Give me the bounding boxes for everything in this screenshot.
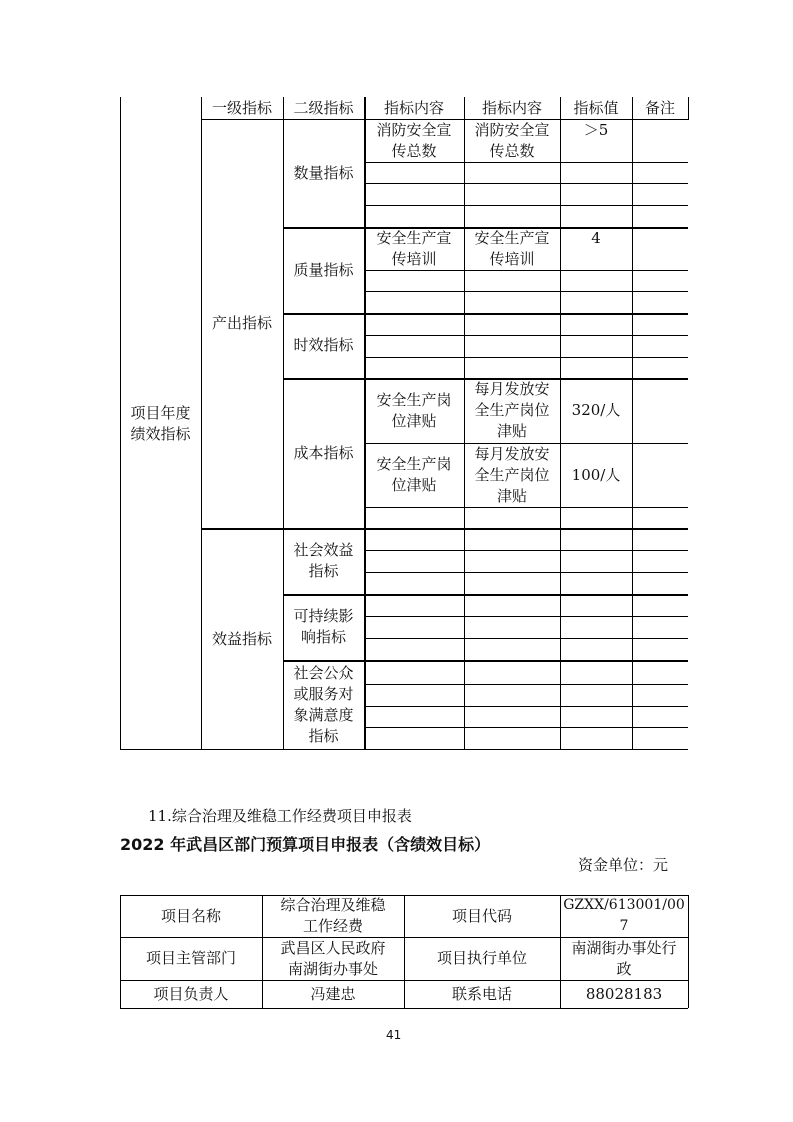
grid-line bbox=[364, 616, 688, 617]
social-benefit-label: 社会效益 指标 bbox=[293, 541, 354, 580]
header-content-a: 指标内容 bbox=[383, 98, 444, 117]
grid-line bbox=[364, 162, 688, 163]
benefit-indicator-label: 效益指标 bbox=[211, 629, 272, 648]
page-number: 41 bbox=[386, 1028, 402, 1042]
grid-line bbox=[688, 895, 689, 1008]
section-title: 11.综合治理及维稳工作经费项目申报表 bbox=[148, 807, 412, 825]
form-title: 2022 年武昌区部门预算项目申报表（含绩效目标） bbox=[120, 835, 491, 854]
quality-value: 4 bbox=[591, 229, 601, 247]
cost-value-2: 100/人 bbox=[571, 465, 621, 484]
grid-line bbox=[364, 638, 688, 639]
project-leader-label: 项目负责人 bbox=[153, 984, 229, 1003]
grid-line bbox=[364, 291, 688, 292]
quality-content-a: 安全生产宣 传培训 bbox=[376, 228, 452, 268]
grid-line bbox=[364, 706, 688, 707]
executing-unit-label: 项目执行单位 bbox=[436, 949, 527, 967]
executing-unit-value: 南湖街办事处行 政 bbox=[571, 938, 677, 978]
grid-line bbox=[364, 270, 688, 271]
supervising-dept-label: 项目主管部门 bbox=[145, 949, 236, 967]
timeliness-indicator-label: 时效指标 bbox=[293, 336, 354, 354]
project-name-label: 项目名称 bbox=[160, 906, 221, 925]
output-indicator-label: 产出指标 bbox=[211, 314, 272, 332]
grid-line bbox=[364, 357, 688, 358]
quality-content-b: 安全生产宣 传培训 bbox=[474, 228, 550, 268]
quantity-indicator-label: 数量指标 bbox=[293, 163, 354, 182]
grid-line bbox=[364, 335, 688, 336]
header-remark: 备注 bbox=[644, 98, 675, 117]
project-leader-value: 冯建忠 bbox=[310, 984, 356, 1003]
supervising-dept-value: 武昌区人民政府 南湖街办事处 bbox=[280, 938, 386, 978]
grid-line bbox=[364, 183, 688, 184]
grid-line bbox=[364, 727, 688, 728]
project-indicator-label: 项目年度 绩效指标 bbox=[130, 403, 191, 443]
project-code-value: GZXX/613001/00 7 bbox=[563, 897, 685, 934]
grid-line bbox=[364, 572, 688, 573]
quality-indicator-label: 质量指标 bbox=[293, 260, 354, 279]
header-value: 指标值 bbox=[573, 98, 619, 117]
grid-line bbox=[364, 507, 688, 508]
project-name-value: 综合治理及维稳 工作经费 bbox=[280, 896, 386, 935]
phone-value: 88028183 bbox=[585, 984, 663, 1003]
quantity-content-b: 消防安全宣 传总数 bbox=[474, 120, 550, 160]
quantity-value: ＞5 bbox=[583, 121, 609, 139]
quantity-content-a: 消防安全宣 传总数 bbox=[376, 120, 452, 160]
cost-indicator-label: 成本指标 bbox=[293, 443, 354, 462]
grid-line bbox=[688, 97, 689, 120]
grid-line bbox=[364, 205, 688, 206]
currency-unit: 资金单位：元 bbox=[578, 856, 669, 874]
header-content-b: 指标内容 bbox=[481, 98, 542, 117]
sustainability-label: 可持续影 响指标 bbox=[293, 607, 354, 646]
header-level2: 二级指标 bbox=[293, 98, 354, 117]
cost-content-a-1: 安全生产岗 位津贴 bbox=[376, 390, 452, 430]
grid-line bbox=[364, 684, 688, 685]
cost-content-b-1: 每月发放安 全生产岗位 津贴 bbox=[474, 380, 550, 440]
cost-content-b-2: 每月发放安 全生产岗位 津贴 bbox=[474, 444, 550, 505]
cost-content-a-2: 安全生产岗 位津贴 bbox=[376, 455, 452, 494]
project-code-label: 项目代码 bbox=[451, 906, 512, 925]
phone-label: 联系电话 bbox=[451, 984, 512, 1003]
cost-value-1: 320/人 bbox=[571, 401, 621, 419]
grid-line bbox=[120, 1008, 688, 1009]
grid-line bbox=[364, 550, 688, 551]
grid-line bbox=[632, 97, 633, 750]
satisfaction-label: 社会公众 或服务对 象满意度 指标 bbox=[293, 664, 354, 745]
header-level1: 一级指标 bbox=[211, 98, 272, 117]
